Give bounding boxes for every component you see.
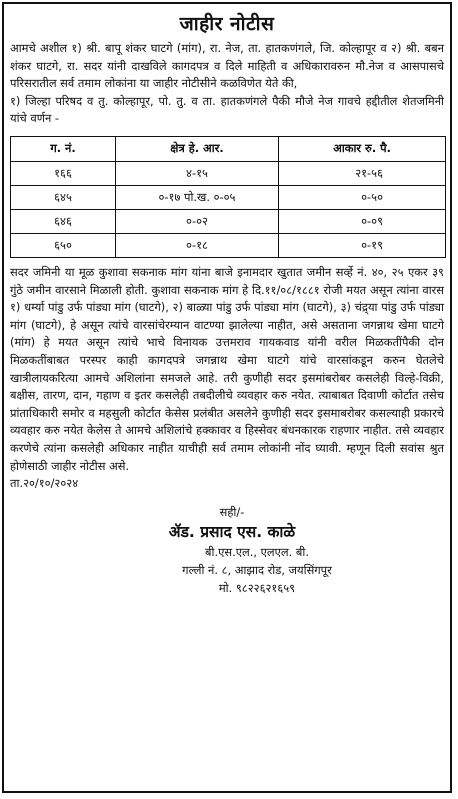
- table-header-row: [11, 136, 446, 161]
- table-row: [11, 209, 446, 233]
- signature-block: [4, 503, 450, 597]
- gat-no-cell: ६४६: [11, 209, 116, 233]
- gat-no-cell: ६५०: [11, 233, 116, 257]
- gat-no-cell: ६४५: [11, 185, 116, 209]
- assessment-cell: ०-५०: [279, 185, 446, 209]
- advocate-mobile: मो. ९८२२६२१६५९: [218, 580, 296, 595]
- area-cell: ०-०२: [116, 209, 279, 233]
- header-gat-no: ग. नं.: [11, 136, 116, 161]
- assessment-cell: २१-५६: [279, 161, 446, 185]
- advocate-degree: बी.एस.एल., एलएल. बी.: [205, 544, 309, 559]
- area-cell: ०-१८: [116, 233, 279, 257]
- land-survey-table: [10, 136, 446, 258]
- table-row: [11, 161, 446, 185]
- assessment-cell: ०-०९: [279, 209, 446, 233]
- advocate-address: गल्ली नं. ८, आझाद रोड, जयसिंगपूर: [182, 562, 332, 577]
- gat-no-cell: १६६: [11, 161, 116, 185]
- signature-mark: सही/-: [219, 504, 245, 519]
- header-area: क्षेत्र हे. आर.: [116, 136, 279, 161]
- area-cell: ०-१७ पो.ख. ०-०५: [116, 185, 279, 209]
- table-row: [11, 185, 446, 209]
- notice-intro: आमचे अशील १) श्री. बापू शंकर घाटगे (मांग), रा. नेज, ता. हातकणंगले, जि. कोल्हापूर व २) श्री. बबन शंकर घाटगे, रा. सदर यांनी दाखविले कागदपत्र व दिले माहिती व अधिकारावरुन मौ.नेज व आसपासचे परिसरातील सर्व तमाम लोकांना या जाहीर नोटीसीने कळविणेत येते की, १) जिल्हा परिषद व तु. कोल्हापूर, पो. तु. व ता. हातकणंगले पैकी मौजे नेज गावचे हद्दीतील शेतजमिनी यांचे वर्णन -: [10, 41, 444, 126]
- assessment-cell: ०-१९: [279, 233, 446, 257]
- notice-title: जाहीर नोटीस: [179, 13, 275, 35]
- advocate-name: ॲड. प्रसाद एस. काळे: [168, 522, 296, 541]
- area-cell: ४-१५: [116, 161, 279, 185]
- table-row: [11, 233, 446, 257]
- header-assessment: आकार रु. पै.: [279, 136, 446, 161]
- notice-body: सदर जमिनी या मूळ कुशावा सकनाक मांग यांना बाजे इनामदार खुतात जमीन सर्व्हे नं. ४०, २५ एकर ३९ गुंठे जमीन वारसाने मिळाली होती. कुशावा सकनाक मांग हे दि.११/०८/१८८१ रोजी मयत असून त्यांना वारस १) धर्म्या पांडु उर्फ पांड्या मांग (घाटगे), २) बाळ्या पांडु उर्फ पांड्या मांग (घाटगे), ३) चंद्र्या पांडु उर्फ पांड्या मांग (घाटगे), हे असून त्यांचे वारसांचेरम्यान वाटण्या झालेल्या नाहीत, असे असताना जगन्नाथ खेमा घाटगे (मांग) हे मयत असून त्यांचे भाचे विनायक उत्तमराव गायकवाड यांनी वरील मिळकतींपैकी दोन मिळकतींबाबत परस्पर काही कागदपत्रे जगन्नाथ खेमा घाटगे यांचे वारसांकडून करुन घेतलेचे खात्रीलायकरित्या आमचे अशिलांना समजले आहे. तरी कुणीही सदर इसमांबरोबर कसलेही विल्हे-विक्री, बक्षीस, तारण, दान, गहाण व इतर कसलेही तबदीलीचे व्यवहार करु नयेत. त्याबाबत दिवाणी कोर्टात तसेच प्रांताधिकारी समोर व महसुली कोर्टात केसेस प्रलंबीत असलेने कुणीही सदर इसमाबरोबर कसल्याही प्रकारचे व्यवहार करु नयेत केलेस ते आमचे अशिलांचे हक्कावर व हिस्सेवर बंधनकारक राहणार नाहीत. तसे व्यवहार करणेचे त्यांना कसलेही अधिकार नाहीत याचीही सर्व तमाम लोकांनी नोंद घ्यावी. म्हणून दिली सवांस श्रुत होणेसाठी जाहीर नोटीस असे. ता.२०/१०/२०२४: [10, 264, 444, 491]
- public-notice: [2, 2, 452, 793]
